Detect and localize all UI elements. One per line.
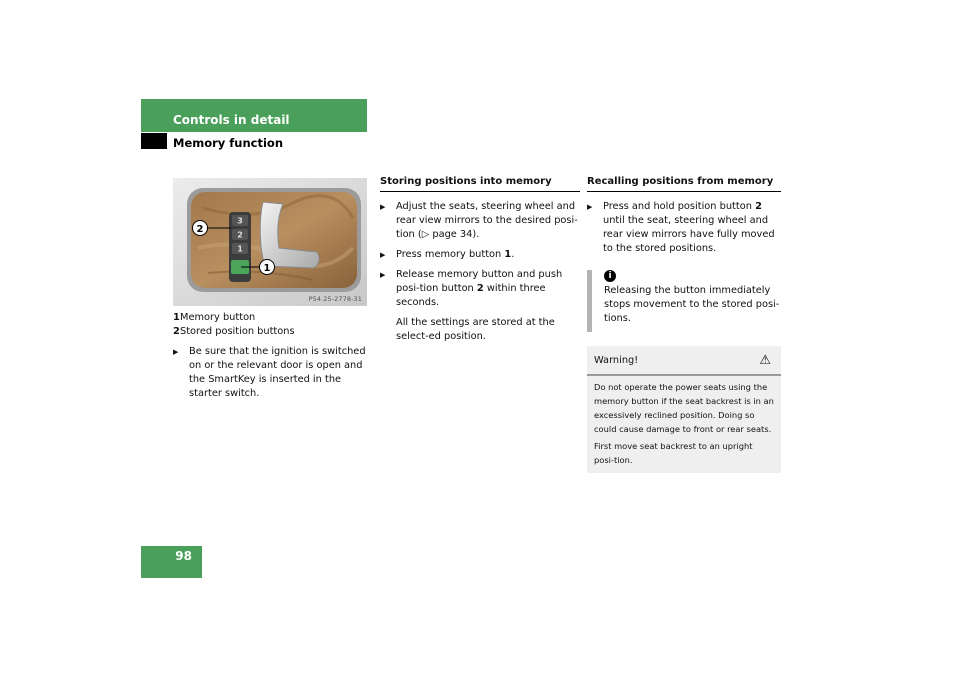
recalling-step-1: ▶ Press and hold position button 2 until the seat, steering wheel and rear view mirrors have fully moved to the stored positions. (587, 200, 781, 256)
warning-paragraph-1: Do not operate the power seats using the memory button if the seat backrest is in an excessively reclined position. Doing so could cause damage to front or rear seats. (594, 382, 774, 434)
legend-text: Memory button (180, 312, 256, 323)
legend-item (173, 325, 373, 339)
header-marker (141, 133, 167, 149)
column-storing (380, 175, 580, 344)
info-note (587, 270, 781, 332)
subsection-title: Memory function (173, 136, 284, 150)
legend-item (173, 311, 373, 325)
door-panel-illustration (173, 178, 367, 306)
warning-paragraph-2: First move seat backrest to an upright posi-tion. (594, 441, 753, 465)
legend-number: 2 (173, 326, 180, 337)
note-text: Releasing the button immediately stops movement to the stored posi-tions. (604, 285, 780, 324)
warning-icon: ⚠ (759, 353, 771, 368)
storing-step-3: ▶ Release memory button and push posi-tion button 2 within three seconds. (380, 268, 580, 310)
button-label-3: 3 (237, 216, 243, 226)
section-title: Controls in detail (173, 113, 290, 127)
column-left (173, 311, 373, 401)
button-label-2: 2 (237, 230, 243, 240)
warning-title: Warning! (594, 355, 639, 366)
storing-title: Storing positions into memory (380, 175, 580, 192)
memory-button-photo (173, 178, 367, 306)
storing-step-1: ▶ Adjust the seats, steering wheel and rear view mirrors to the desired posi-tion (▷ page 34). (380, 200, 580, 242)
legend-text: Stored position buttons (180, 326, 295, 337)
page-number: 98 (175, 549, 192, 563)
info-icon: i (604, 270, 616, 282)
button-label-1: 1 (237, 244, 243, 254)
callout-1: 1 (263, 263, 271, 274)
recalling-title: Recalling positions from memory (587, 175, 781, 192)
storing-step-2: ▶ Press memory button 1. (380, 248, 580, 262)
figure-code: P54.25-2778-31 (308, 295, 362, 303)
callout-2: 2 (196, 224, 204, 235)
ignition-instruction: ▶ Be sure that the ignition is switched on or the relevant door is open and the SmartKey is inserted in the starter switch. (173, 345, 373, 401)
warning-box (587, 346, 781, 473)
warning-body (587, 376, 781, 473)
storing-result: All the settings are stored at the select-ed position. (396, 317, 555, 342)
column-recalling (587, 175, 781, 473)
legend-number: 1 (173, 312, 180, 323)
warning-header (587, 346, 781, 376)
note-bar (587, 270, 592, 332)
